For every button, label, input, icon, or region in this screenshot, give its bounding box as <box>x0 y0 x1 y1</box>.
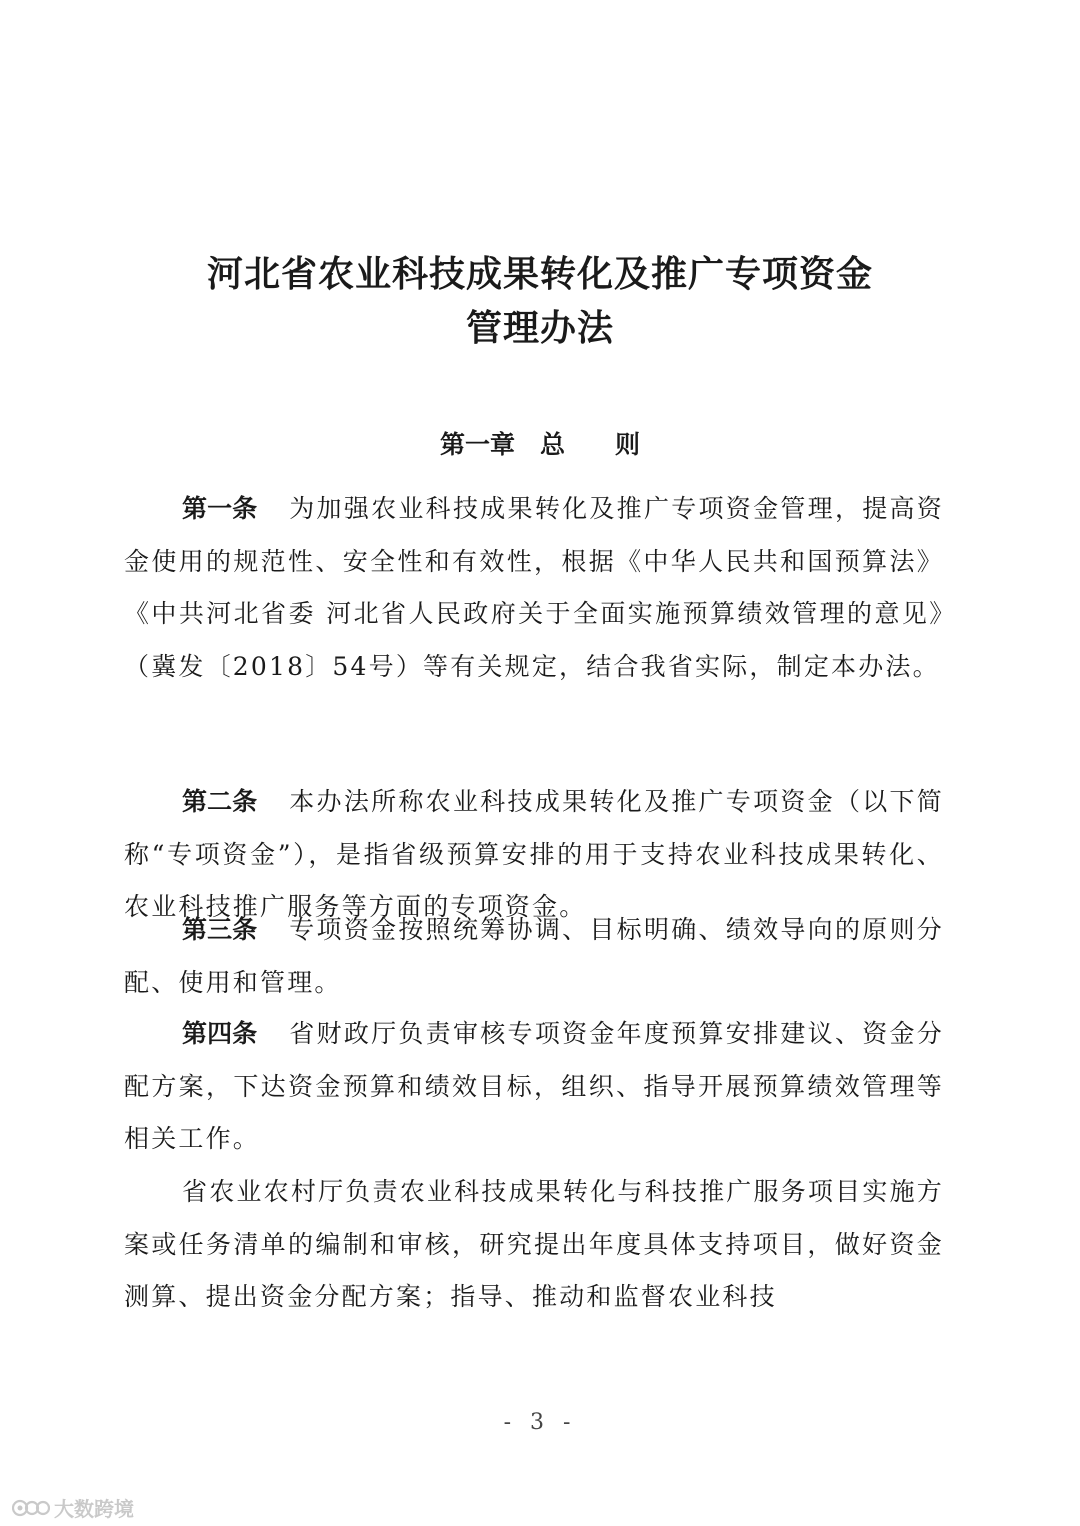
article-text: 省财政厅负责审核专项资金年度预算安排建议、资金分配方案，下达资金预算和绩效目标，组织、指导开展预算绩效管理等相关工作。 <box>124 1019 944 1153</box>
document-title-line1: 河北省农业科技成果转化及推广专项资金 <box>206 254 873 295</box>
page-number: - 3 - <box>503 1410 577 1435</box>
watermark-logo-icon <box>12 1496 50 1520</box>
watermark <box>12 1493 134 1522</box>
watermark-text: 大数跨境 <box>54 1497 134 1521</box>
article-label: 第四条 <box>182 1019 258 1048</box>
article-paragraph <box>124 904 944 1009</box>
article-label: 第一条 <box>182 494 258 523</box>
article-text: 为加强农业科技成果转化及推广专项资金管理，提高资金使用的规范性、安全性和有效性，根据《中华人民共和国预算法》《中共河北省委 河北省人民政府关于全面实施预算绩效管理的意见》（冀发〔2018〕54号）等有关规定，结合我省实际，制定本办法。 <box>124 494 944 681</box>
body-paragraph: 省农业农村厅负责农业科技成果转化与科技推广服务项目实施方案或任务清单的编制和审核，研究提出年度具体支持项目，做好资金测算、提出资金分配方案；指导、推动和监督农业科技 <box>124 1177 944 1311</box>
article-text: 专项资金按照统筹协调、目标明确、绩效导向的原则分配、使用和管理。 <box>124 915 944 997</box>
chapter-heading: 第一章 总 则 <box>439 430 640 459</box>
article-paragraph <box>124 1008 944 1166</box>
article-label: 第二条 <box>182 787 258 816</box>
article-label: 第三条 <box>182 915 258 944</box>
article-text: 本办法所称农业科技成果转化及推广专项资金（以下简称“专项资金”），是指省级预算安排的用于支持农业科技成果转化、农业科技推广服务等方面的专项资金。 <box>124 787 944 921</box>
article-paragraph <box>124 483 944 693</box>
document-title-line2: 管理办法 <box>465 308 614 349</box>
